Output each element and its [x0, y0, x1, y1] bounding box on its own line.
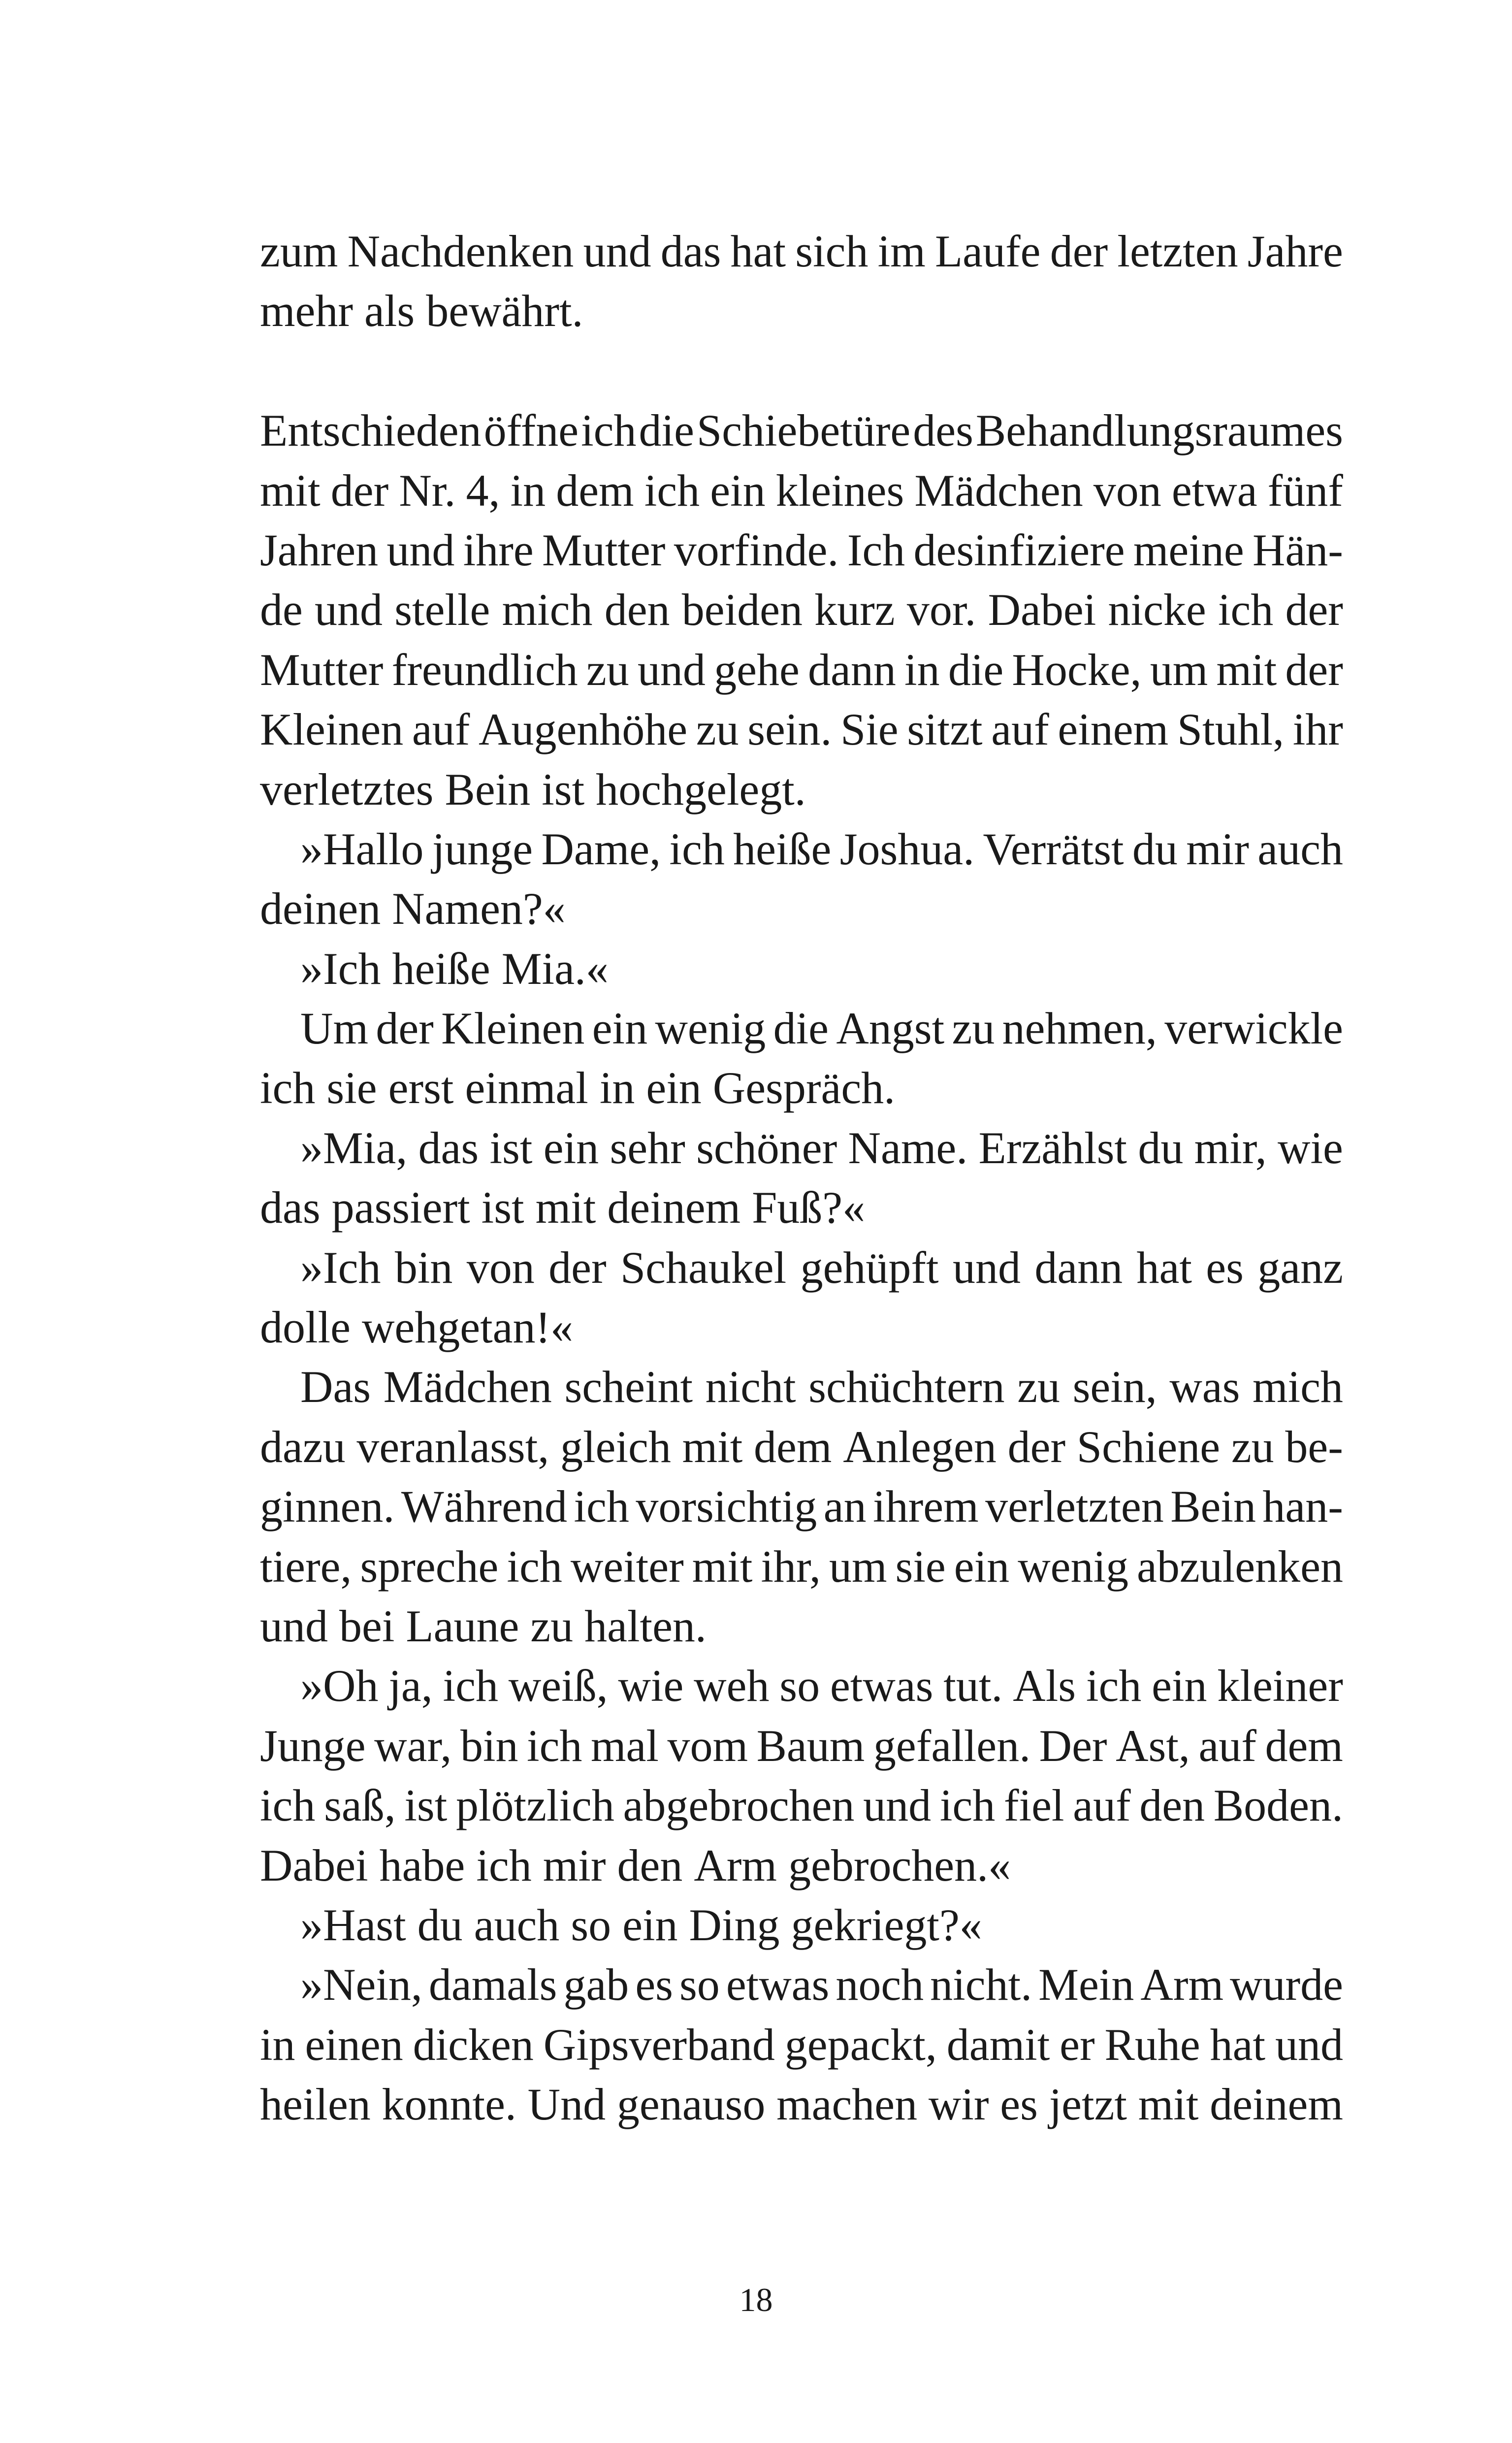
text-line: »Oh ja, ich weiß, wie weh so etwas tut. Als ich ein kleiner	[300, 1661, 1343, 1711]
text-line: tiere, spreche ich weiter mit ihr, um sie ein wenig abzulenken	[260, 1541, 1343, 1592]
text-line: »Hast du auch so ein Ding gekriegt?«	[300, 1899, 982, 1950]
text-line: dazu veranlasst, gleich mit dem Anlegen der Schiene zu be-	[260, 1421, 1343, 1472]
text-line: Junge war, bin ich mal vom Baum gefallen. Der Ast, auf dem	[260, 1720, 1343, 1771]
text-line: verletztes Bein ist hochgelegt.	[260, 764, 806, 814]
text-line: deinen Namen?«	[260, 883, 566, 934]
text-line: »Ich bin von der Schaukel gehüpft und dann hat es ganz	[300, 1242, 1343, 1293]
body-text	[260, 222, 1343, 2135]
text-line: und bei Laune zu halten.	[260, 1600, 707, 1651]
text-line: »Mia, das ist ein sehr schöner Name. Erzählst du mir, wie	[300, 1122, 1343, 1173]
text-line: de und stelle mich den beiden kurz vor. Dabei nicke ich der	[260, 585, 1343, 635]
text-line: ginnen. Während ich vorsichtig an ihrem verletzten Bein han-	[260, 1481, 1343, 1532]
text-line: Jahren und ihre Mutter vorfinde. Ich desinfiziere meine Hän-	[260, 524, 1343, 575]
text-line: dolle wehgetan!«	[260, 1302, 574, 1353]
text-line: ich saß, ist plötzlich abgebrochen und ich fiel auf den Boden.	[260, 1780, 1343, 1831]
text-line: Um der Kleinen ein wenig die Angst zu nehmen, verwickle	[300, 1003, 1343, 1054]
text-line: zum Nachdenken und das hat sich im Laufe der letzten Jahre	[260, 226, 1343, 276]
text-line: Kleinen auf Augenhöhe zu sein. Sie sitzt auf einem Stuhl, ihr	[260, 704, 1343, 755]
text-line: mit der Nr. 4, in dem ich ein kleines Mädchen von etwa fünf	[260, 465, 1343, 516]
text-line: das passiert ist mit deinem Fuß?«	[260, 1182, 866, 1233]
text-line: ich sie erst einmal in ein Gespräch.	[260, 1063, 896, 1113]
text-line: Das Mädchen scheint nicht schüchtern zu sein, was mich	[300, 1362, 1343, 1412]
paragraph-gap	[260, 341, 1343, 401]
text-line: Entschieden öffne ich die Schiebetüre des Behandlungsraumes	[260, 405, 1343, 456]
page-number: 18	[739, 2281, 773, 2318]
text-line: Dabei habe ich mir den Arm gebrochen.«	[260, 1840, 1011, 1890]
text-line: »Ich heiße Mia.«	[300, 943, 609, 994]
text-line: »Hallo junge Dame, ich heiße Joshua. Verrätst du mir auch	[300, 823, 1343, 874]
text-line: »Nein, damals gab es so etwas noch nicht. Mein Arm wurde	[300, 1959, 1343, 2010]
text-line: mehr als bewährt.	[260, 286, 583, 336]
text-line: in einen dicken Gipsverband gepackt, damit er Ruhe hat und	[260, 2019, 1343, 2070]
text-line: Mutter freundlich zu und gehe dann in die Hocke, um mit der	[260, 644, 1343, 695]
text-line: heilen konnte. Und genauso machen wir es jetzt mit deinem	[260, 2079, 1343, 2130]
